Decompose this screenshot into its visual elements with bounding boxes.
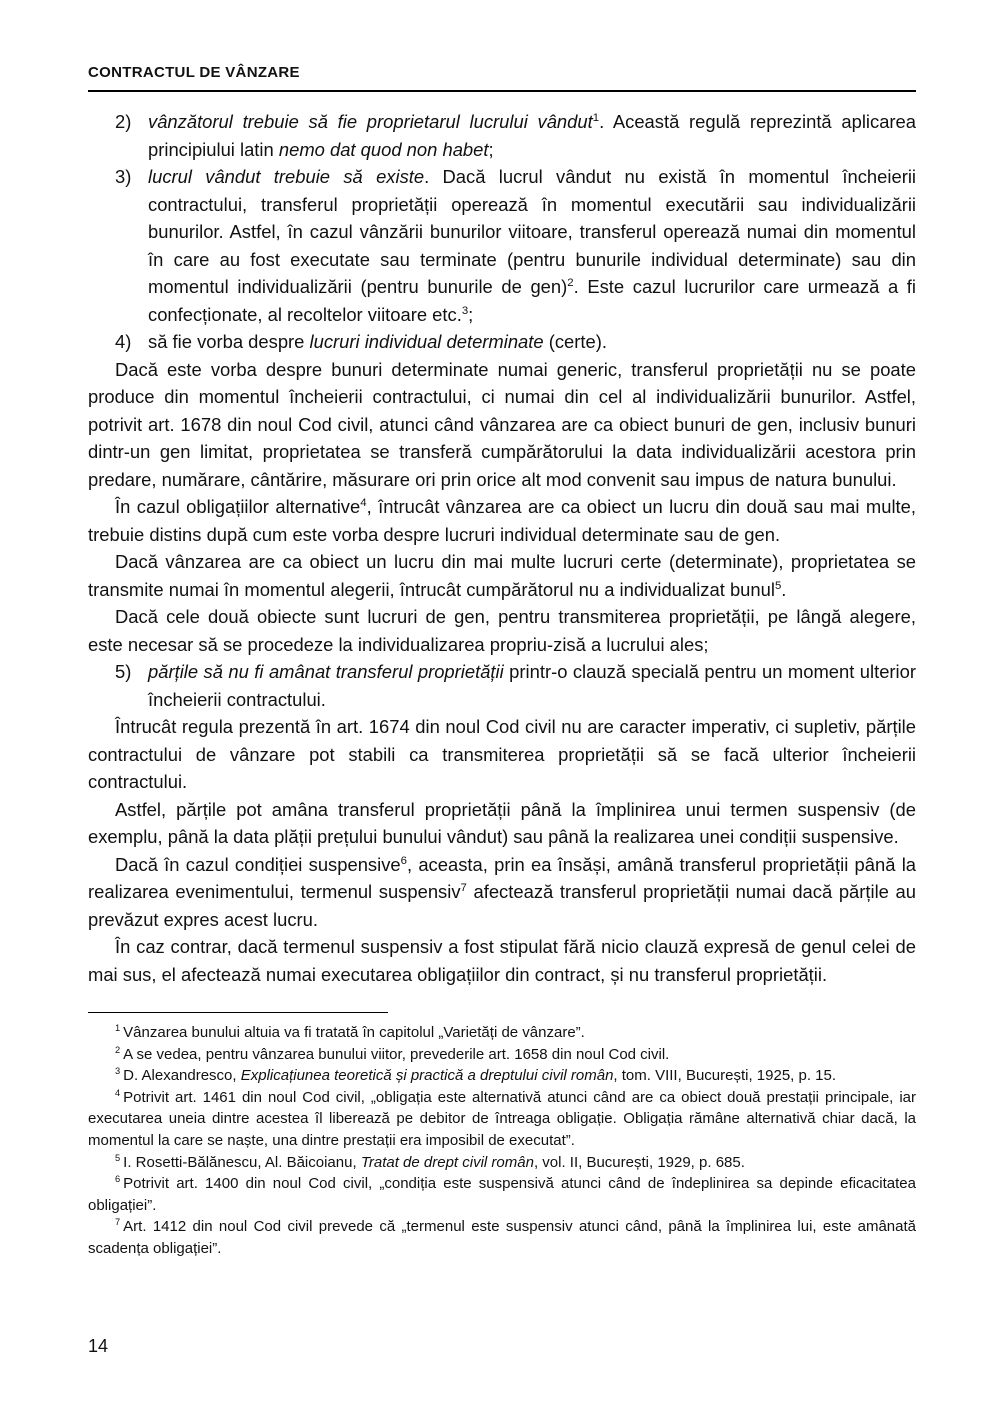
footnote-separator bbox=[88, 1012, 388, 1013]
footnote-reference: 2 bbox=[567, 276, 574, 289]
body-paragraph bbox=[88, 548, 916, 603]
text-run: Vânzarea bunului altuia va fi tratată în capitolul „Varietăți de vânzare”. bbox=[123, 1024, 585, 1041]
page-header bbox=[88, 64, 916, 92]
numbered-list-item bbox=[88, 163, 916, 328]
body-paragraph bbox=[88, 713, 916, 796]
text-run: Dacă în cazul condiției suspensive bbox=[115, 853, 401, 875]
footnote-reference: 7 bbox=[460, 881, 467, 894]
running-header-title: CONTRACTUL DE VÂNZARE bbox=[88, 64, 916, 92]
text-run: În caz contrar, dacă termenul suspensiv a fost stipulat fără nicio clauză expresă de genul celei de mai sus, el afectează numai executarea obligațiilor din contract, și nu transferul proprietății. bbox=[88, 936, 916, 985]
footnote-reference: 6 bbox=[400, 854, 407, 867]
list-item-text bbox=[148, 163, 916, 328]
text-run: să fie vorba despre bbox=[148, 331, 310, 352]
text-run: . bbox=[781, 578, 787, 600]
italic-text: lucrul vândut trebuie să existe bbox=[148, 166, 425, 187]
footnote bbox=[88, 1022, 916, 1044]
list-item-text bbox=[148, 328, 916, 356]
footnote-number: 6 bbox=[115, 1174, 121, 1185]
text-run: , întrucât vânzarea are ca obiect un lucru din două sau mai multe, trebuie distins după cum este vorba despre lucruri individual determinate sau de gen. bbox=[88, 496, 916, 545]
footnote bbox=[88, 1216, 916, 1259]
text-run: , aceasta, prin ea însăși, amână transferul proprietății până la realizarea evenimentului, termenul suspensiv bbox=[88, 853, 917, 902]
text-run: Astfel, părțile pot amâna transferul proprietății până la împlinirea unui termen suspensiv (de exemplu, până la data plății prețului bunului vândut) sau până la realizarea unei condiții suspensive. bbox=[88, 798, 916, 847]
footnote-number: 3 bbox=[115, 1066, 121, 1077]
text-run: (certe). bbox=[543, 331, 607, 352]
footnote bbox=[88, 1152, 916, 1174]
numbered-list-item bbox=[88, 328, 916, 356]
text-run: Dacă vânzarea are ca obiect un lucru din mai multe lucruri certe (determinate), proprietatea se transmite numai în momentul alegerii, întrucât cumpărătorul nu a individualizat bunul bbox=[88, 551, 916, 600]
italic-text: vânzătorul trebuie să fie proprietarul lucrului vândut bbox=[148, 111, 593, 132]
text-run: Potrivit art. 1461 din noul Cod civil, „obligația este alternativă atunci când are ca obiect două prestații principale, iar executarea uneia dintre acestea îl liberează pe debitor de întreaga obligație. Obligația rămâne alternativă chiar dacă, la momentul la care se naște, una dintre prestații era imposibil de executat”. bbox=[88, 1088, 916, 1149]
text-run: . Este cazul lucrurilor care urmează a fi confecționate, al recoltelor viitoare etc. bbox=[148, 276, 916, 325]
body-paragraph bbox=[88, 603, 916, 658]
text-run: . Dacă lucrul vândut nu există în momentul încheierii contractului, transferul proprietății operează în momentul executării sau individualizării bunurilor. Astfel, în cazul vânzării bunurilor viitoare, transferul operează numai din momentul în care au fost executate sau terminate (pentru bunurile individual determinate) sau din momentul individualizării (pentru bunurile de gen) bbox=[148, 166, 916, 297]
footnote-reference: 5 bbox=[774, 579, 782, 592]
footnote-number: 5 bbox=[115, 1152, 121, 1163]
numbered-list-item bbox=[88, 108, 916, 163]
footnote bbox=[88, 1173, 916, 1216]
text-run: A se vedea, pentru vânzarea bunului viitor, prevederile art. 1658 din noul Cod civil. bbox=[123, 1045, 670, 1063]
footnote bbox=[88, 1044, 916, 1066]
text-run: D. Alexandresco, bbox=[123, 1067, 241, 1085]
text-run: , vol. II, București, 1929, p. 685. bbox=[533, 1153, 745, 1171]
footnote-reference: 4 bbox=[360, 496, 367, 509]
italic-text: lucruri individual determinate bbox=[309, 331, 544, 352]
body-content bbox=[88, 108, 916, 988]
list-item-text bbox=[148, 108, 916, 163]
footnotes-section bbox=[88, 1022, 916, 1260]
body-paragraph bbox=[88, 356, 916, 494]
text-run: Dacă este vorba despre bunuri determinate numai generic, transferul proprietății nu se poate produce din momentul încheierii contractului, ci numai din cel al individualizării bunurilor. Astfel, potrivit art. 1678 din noul Cod civil, atunci când vânzarea are ca obiect bunuri de gen, inclusiv bunuri dintr-un gen limitat, proprietatea se transferă cumpărătorului la data individualizării acestora prin predare, numărare, cântărire, măsurare ori prin orice alt mod convenit sau impus de natura bunului. bbox=[88, 358, 916, 490]
text-run: Potrivit art. 1400 din noul Cod civil, „condiția este suspensivă atunci când de îndeplinirea sa depinde eficacitatea obligației”. bbox=[88, 1175, 916, 1214]
text-run: ; bbox=[488, 138, 494, 160]
footnote-number: 7 bbox=[115, 1217, 121, 1228]
list-item-marker: 5) bbox=[115, 661, 132, 682]
text-run: În cazul obligațiilor alternative bbox=[115, 496, 361, 517]
italic-text: Tratat de drept civil român bbox=[360, 1153, 534, 1171]
numbered-list-item bbox=[88, 658, 916, 713]
body-paragraph bbox=[88, 493, 916, 548]
footnote-reference: 3 bbox=[461, 304, 469, 317]
italic-text: nemo dat quod non habet bbox=[278, 138, 489, 160]
footnote-number: 2 bbox=[115, 1044, 121, 1055]
text-run: Dacă cele două obiecte sunt lucruri de gen, pentru transmiterea proprietății, pe lângă alegere, este necesar să se procedeze la individualizarea propriu-zisă a lucrului ales; bbox=[88, 606, 916, 655]
text-run: Art. 1412 din noul Cod civil prevede că „termenul este suspensiv atunci când, până la împlinirea lui, este amânată scadența obligației”. bbox=[88, 1218, 916, 1257]
footnote-number: 4 bbox=[115, 1087, 121, 1098]
footnote bbox=[88, 1065, 916, 1087]
footnote-number: 1 bbox=[115, 1023, 121, 1033]
text-run: Întrucât regula prezentă în art. 1674 din noul Cod civil nu are caracter imperativ, ci supletiv, părțile contractului de vânzare pot stabili ca transmiterea proprietății să se facă ulterior încheierii contractului. bbox=[88, 716, 916, 792]
text-run: ; bbox=[468, 303, 474, 325]
footnote-reference: 1 bbox=[592, 111, 600, 124]
list-item-marker: 2) bbox=[115, 111, 132, 132]
italic-text: Explicațiunea teoretică și practică a dreptului civil român bbox=[240, 1067, 614, 1085]
text-run: afectează transferul proprietății numai dacă părțile au prevăzut expres acest lucru. bbox=[88, 881, 916, 930]
italic-text: părțile să nu fi amânat transferul proprietății bbox=[148, 661, 504, 682]
body-paragraph bbox=[88, 933, 916, 988]
text-run: , tom. VIII, București, 1925, p. 15. bbox=[613, 1067, 837, 1085]
footnote bbox=[88, 1087, 916, 1152]
page-number: 14 bbox=[88, 1336, 109, 1356]
text-run: . Această regulă reprezintă aplicarea principiului latin bbox=[148, 111, 916, 160]
body-paragraph bbox=[88, 851, 916, 934]
list-item-marker: 4) bbox=[115, 331, 132, 352]
body-paragraph bbox=[88, 796, 916, 851]
list-item-marker: 3) bbox=[115, 166, 132, 187]
text-run: I. Rosetti-Bălănescu, Al. Băicoianu, bbox=[123, 1153, 361, 1171]
text-run: printr-o clauză specială pentru un moment ulterior încheierii contractului. bbox=[148, 661, 916, 710]
list-item-text bbox=[148, 658, 916, 713]
